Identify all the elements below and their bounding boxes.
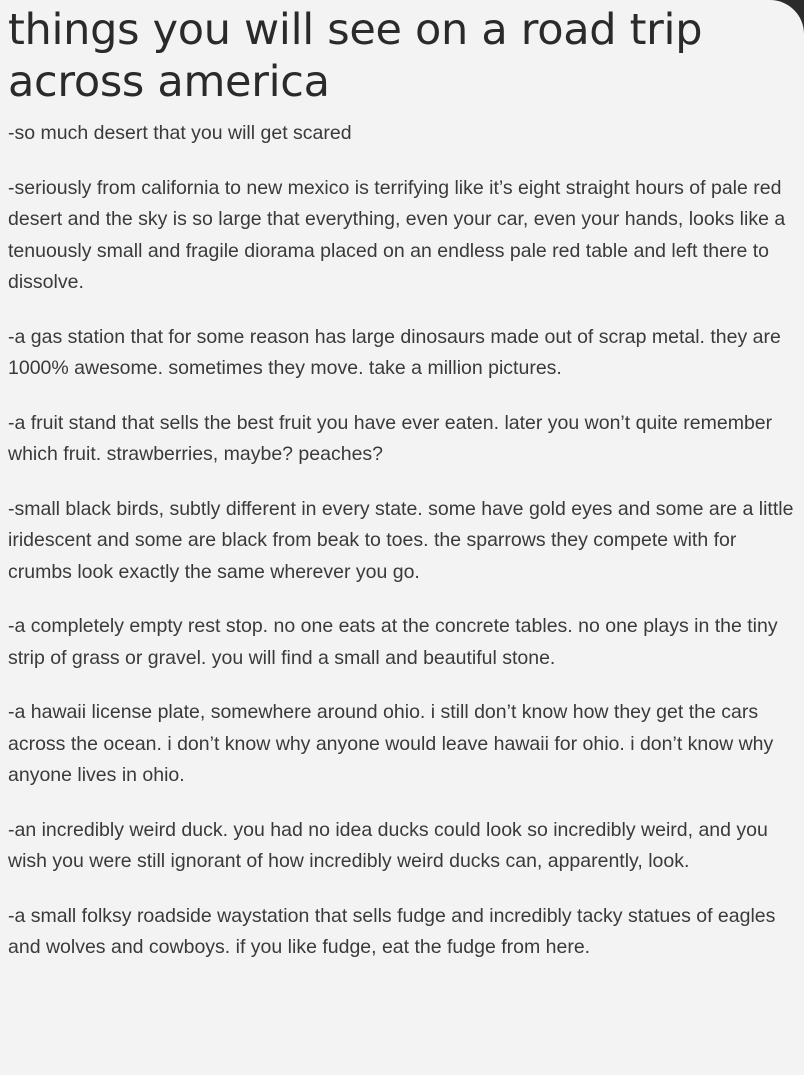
list-item: -a hawaii license plate, somewhere around ohio. i still don’t know how they get the cars across the ocean. i don’t know why anyone would leave hawaii for ohio. i don’t know why anyone lives in ohio.	[8, 701, 774, 786]
list-item: -a fruit stand that sells the best fruit you have ever eaten. later you won’t quite remember which fruit. strawberries, maybe? peaches?	[8, 411, 773, 465]
list-item: -so much desert that you will get scared	[8, 122, 352, 144]
list-item: -a small folksy roadside waystation that sells fudge and incredibly tacky statues of eagles and wolves and cowboys. if you like fudge, eat the fudge from here.	[8, 904, 776, 958]
list-item: -small black birds, subtly different in every state. some have gold eyes and some are a little iridescent and some are black from beak to toes. the sparrows they compete with for crumbs look exactly the same wherever you go.	[8, 497, 794, 583]
list-item: -a gas station that for some reason has large dinosaurs made out of scrap metal. they are 1000% awesome. sometimes they move. take a million pictures.	[8, 325, 781, 379]
post-title-line-2: across america	[8, 57, 330, 107]
list-item: -a completely empty rest stop. no one eats at the concrete tables. no one plays in the tiny strip of grass or gravel. you will find a small and beautiful stone.	[8, 615, 778, 669]
post-body	[8, 118, 798, 964]
list-item: -an incredibly weird duck. you had no idea ducks could look so incredibly weird, and you wish you were still ignorant of how incredibly weird ducks can, apparently, look.	[8, 818, 768, 872]
post-title-line-1: things you will see on a road trip	[8, 5, 703, 55]
list-item: -seriously from california to new mexico is terrifying like it’s eight straight hours of pale red desert and the sky is so large that everything, even your car, even your hands, looks like a tenuously small and fragile diorama placed on an endless pale red table and left there to dissolve.	[8, 176, 786, 293]
post-title	[8, 0, 804, 108]
